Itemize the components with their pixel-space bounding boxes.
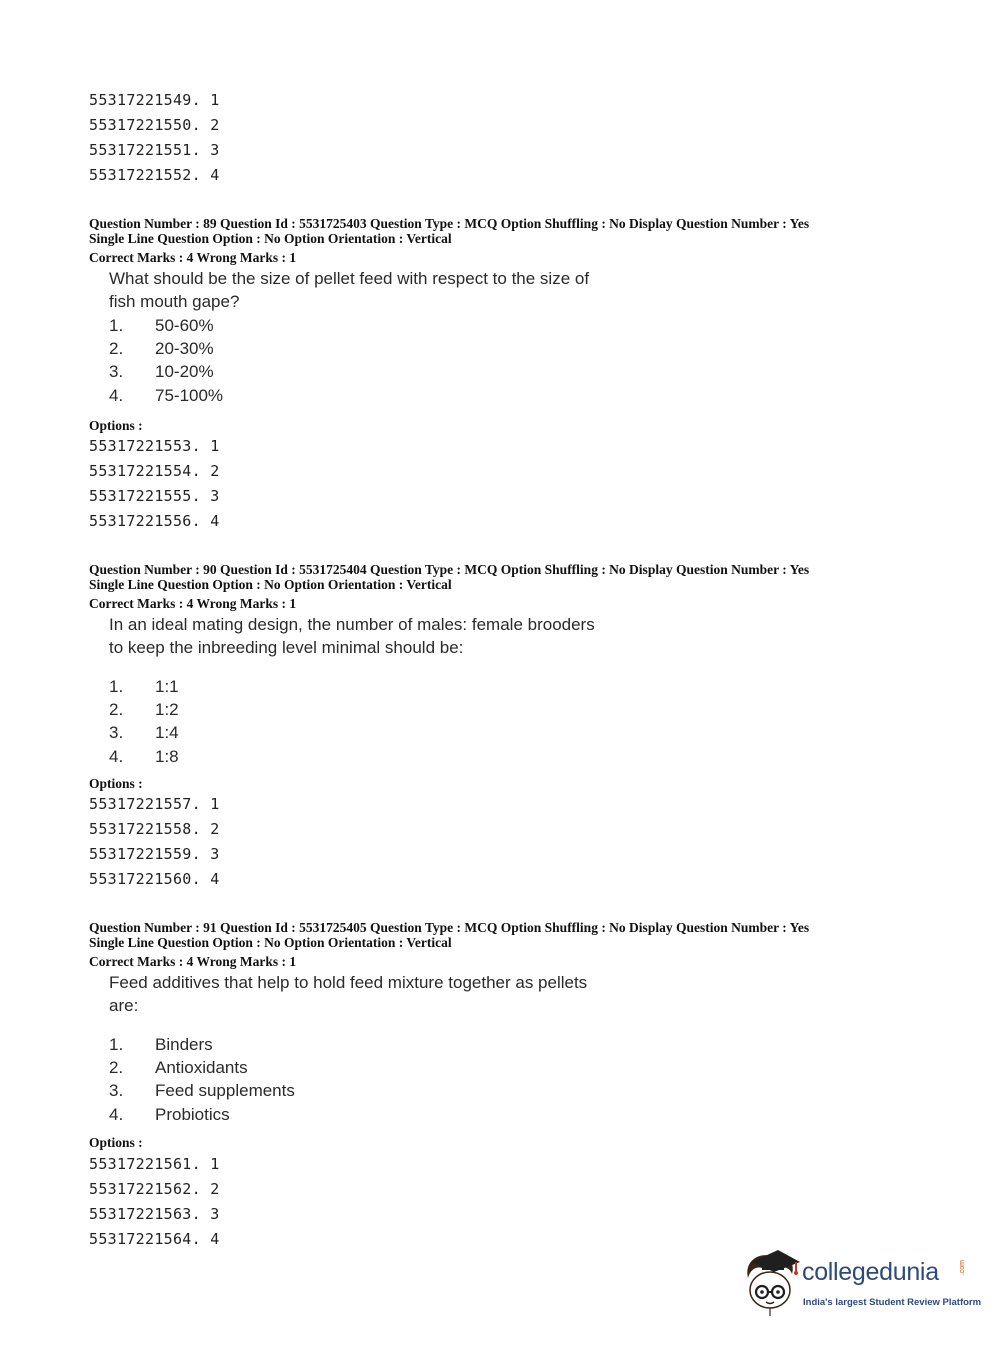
question-marks: Correct Marks : 4 Wrong Marks : 1	[89, 250, 297, 265]
question-meta-orientation: Single Line Question Option : No Option Orientation : Vertical	[89, 577, 452, 592]
logo-tagline: India's largest Student Review Platform	[803, 1297, 982, 1308]
option-id-line: 55317221558. 2	[89, 820, 220, 838]
answer-choice: 3. 1:4	[109, 723, 179, 742]
answer-choice: 1. 50-60%	[109, 316, 214, 335]
option-id-line: 55317221549. 1	[89, 91, 220, 109]
answer-choice: 3. 10-20%	[109, 362, 214, 381]
option-id-line: 55317221557. 1	[89, 795, 220, 813]
question-meta: Question Number : 90 Question Id : 5531725404 Question Type : MCQ Option Shuffling : No Display Question Number : Yes	[89, 562, 810, 577]
answer-choice: 1. 1:1	[109, 677, 179, 696]
question-meta: Question Number : 91 Question Id : 5531725405 Question Type : MCQ Option Shuffling : No Display Question Number : Yes	[89, 920, 810, 935]
question-marks: Correct Marks : 4 Wrong Marks : 1	[89, 954, 297, 969]
option-id-line: 55317221555. 3	[89, 487, 220, 505]
answer-choice: 1. Binders	[109, 1035, 213, 1054]
question-marks: Correct Marks : 4 Wrong Marks : 1	[89, 596, 297, 611]
answer-choice: 3. Feed supplements	[109, 1081, 295, 1100]
option-id-line: 55317221551. 3	[89, 141, 220, 159]
options-label: Options :	[89, 1135, 143, 1150]
option-id-line: 55317221563. 3	[89, 1205, 220, 1223]
question-text-line: to keep the inbreeding level minimal should be:	[109, 638, 464, 657]
collegedunia-logo	[740, 1248, 982, 1318]
option-id-line: 55317221556. 4	[89, 512, 220, 530]
option-id-line: 55317221561. 1	[89, 1155, 220, 1173]
mascot-icon	[740, 1248, 800, 1318]
answer-choice: 4. Probiotics	[109, 1105, 230, 1124]
answer-choice: 2. 1:2	[109, 700, 179, 719]
answer-choice: 2. Antioxidants	[109, 1058, 248, 1077]
option-id-line: 55317221553. 1	[89, 437, 220, 455]
question-meta-orientation: Single Line Question Option : No Option Orientation : Vertical	[89, 231, 452, 246]
option-id-line: 55317221552. 4	[89, 166, 220, 184]
answer-choice: 4. 1:8	[109, 747, 179, 766]
question-text-line: fish mouth gape?	[109, 292, 240, 311]
answer-choice: 4. 75-100%	[109, 386, 224, 405]
question-text-line: In an ideal mating design, the number of males: female brooders	[109, 615, 595, 634]
question-meta-orientation: Single Line Question Option : No Option Orientation : Vertical	[89, 935, 452, 950]
logo-wordmark: collegedunia	[802, 1258, 939, 1286]
option-id-line: 55317221562. 2	[89, 1180, 220, 1198]
option-id-line: 55317221560. 4	[89, 870, 220, 888]
question-text-line: are:	[109, 996, 139, 1015]
question-text-line: What should be the size of pellet feed with respect to the size of	[109, 269, 590, 288]
question-meta: Question Number : 89 Question Id : 5531725403 Question Type : MCQ Option Shuffling : No Display Question Number : Yes	[89, 216, 810, 231]
option-id-line: 55317221554. 2	[89, 462, 220, 480]
option-id-line: 55317221564. 4	[89, 1230, 220, 1248]
logo-suffix: .com	[959, 1260, 966, 1276]
question-text-line: Feed additives that help to hold feed mixture together as pellets	[109, 973, 588, 992]
options-label: Options :	[89, 418, 143, 433]
answer-choice: 2. 20-30%	[109, 339, 214, 358]
option-id-line: 55317221550. 2	[89, 116, 220, 134]
option-id-line: 55317221559. 3	[89, 845, 220, 863]
options-label: Options :	[89, 776, 143, 791]
